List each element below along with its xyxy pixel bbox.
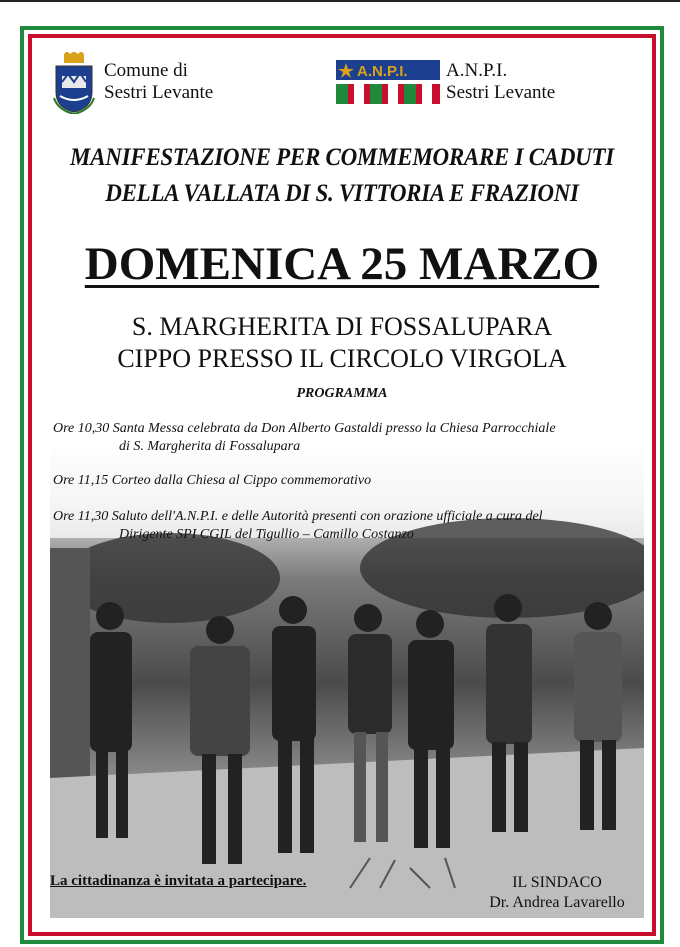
title-line-1: MANIFESTAZIONE PER COMMEMORARE I CADUTI — [70, 144, 614, 171]
comune-label: Comune di Sestri Levante — [104, 60, 214, 103]
title-line-2: DELLA VALLATA DI S. VITTORIA E FRAZIONI — [105, 180, 579, 207]
program-item-2: Ore 11,15 Corteo dalla Chiesa al Cippo commemorativo — [53, 473, 372, 488]
program-heading: PROGRAMMA — [296, 386, 388, 401]
top-rule — [0, 0, 680, 2]
program-item-1: Ore 10,30 Santa Messa celebrata da Don Alberto Gastaldi presso la Chiesa Parrocchiale di S. Margherita di Fossalupara — [53, 421, 556, 454]
event-date: DOMENICA 25 MARZO — [84, 238, 600, 290]
location-line-1: S. MARGHERITA DI FOSSALUPARA — [131, 312, 553, 341]
anpi-badge-text: A.N.P.I. — [357, 63, 408, 80]
program-item-3: Ore 11,30 Saluto dell'A.N.P.I. e delle Autorità presenti con orazione ufficiale a cura del Dirigente SPI CGIL del Tigullio – Camillo Costanzo — [53, 509, 543, 542]
location-line-2: CIPPO PRESSO IL CIRCOLO VIRGOLA — [117, 344, 567, 373]
poster — [32, 38, 652, 932]
comune-crest-icon — [52, 52, 96, 114]
invitation-text: La cittadinanza è invitata a partecipare. — [50, 873, 307, 889]
mayor-signature: IL SINDACO Dr. Andrea Lavarello — [489, 874, 625, 911]
anpi-label: A.N.P.I. Sestri Levante — [446, 60, 556, 103]
anpi-flag-badge — [336, 60, 440, 104]
